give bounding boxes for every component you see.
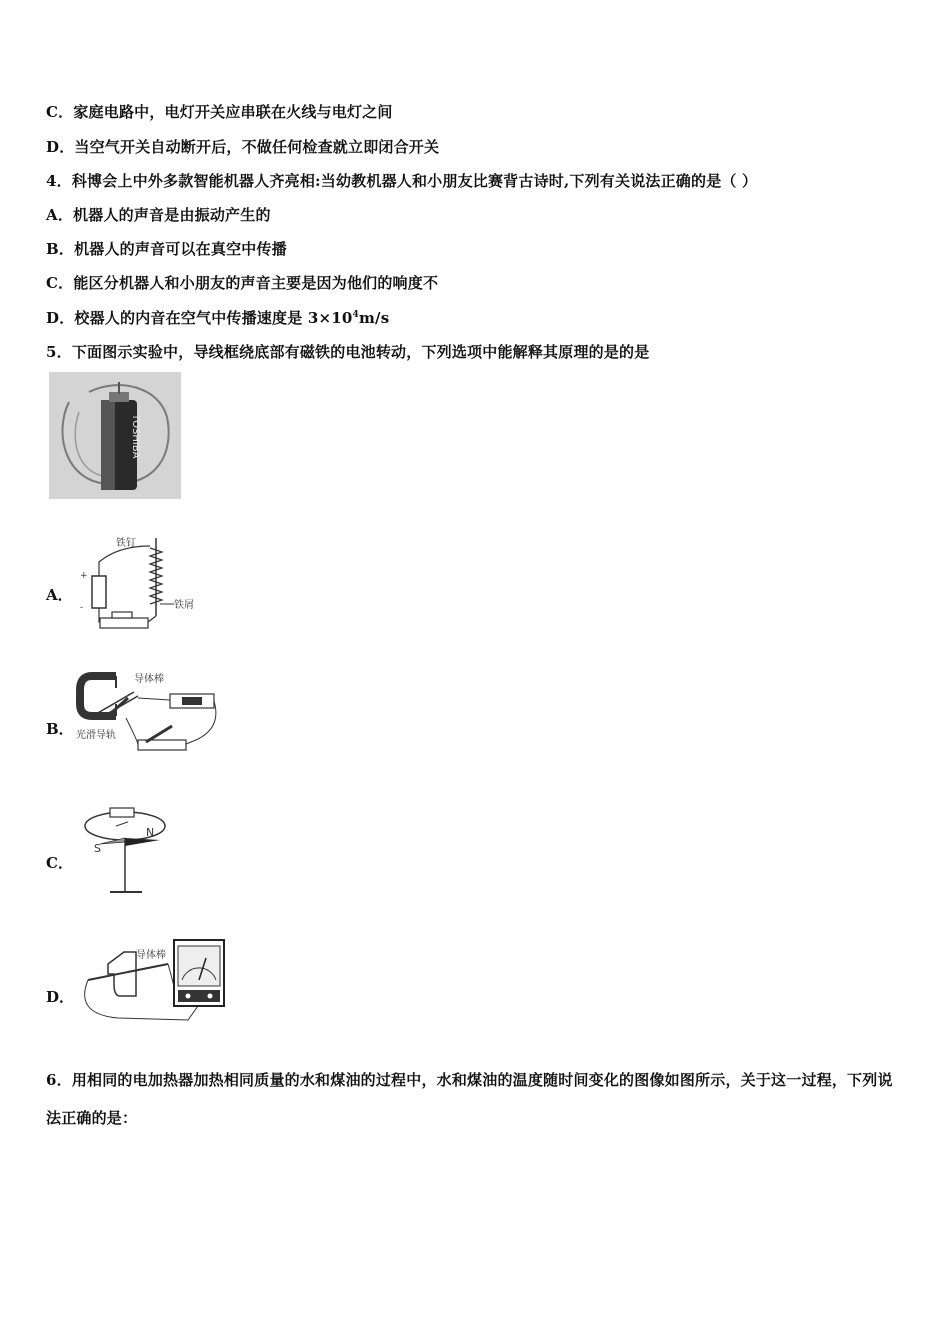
question-4: 4．科博会上中外多款智能机器人齐亮相:当幼教机器人和小朋友比赛背古诗时,下列有关说法正确的是（ ） (46, 172, 758, 190)
svg-text:+: + (80, 571, 88, 581)
b-conductor-rod-label: 导体棒 (134, 674, 164, 685)
q4-option-a: A．机器人的声音是由振动产生的 (46, 206, 271, 224)
question-5: 5．下面图示实验中，导线框绕底部有磁铁的电池转动，下列选项中能解释其原理的是的是 (46, 343, 650, 361)
question-6: 6．用相同的电加热器加热相同质量的水和煤油的过程中，水和煤油的温度随时间变化的图像如图所示，关于这一过程，下列说法正确的是： (46, 1071, 893, 1127)
electromagnet-diagram (78, 534, 208, 634)
a-iron-nail-label: 铁钉 (116, 538, 136, 549)
q4-option-b: B．机器人的声音可以在真空中传播 (46, 240, 287, 258)
q4-option-d-text: D．校器人的内音在空气中传播速度是 3×10 (46, 309, 353, 327)
q5-option-c-label: C． (46, 854, 73, 872)
q4-option-d (46, 307, 389, 328)
q4-option-d-unit: m/s (358, 309, 390, 327)
b-smooth-rail-label: 光滑导轨 (76, 730, 116, 741)
q5-option-a-figure (78, 534, 208, 634)
q5-option-d-figure (78, 934, 228, 1030)
q5-option-d-label: D． (46, 988, 75, 1006)
c-north-pole-label: N (146, 826, 155, 839)
galvanometer-diagram (78, 934, 228, 1030)
q5-option-a-label: A． (46, 586, 73, 604)
a-iron-filings-label: 铁屑 (174, 600, 194, 611)
battery-photo (49, 372, 181, 499)
option-c-previous: C．家庭电路中，电灯开关应串联在火线与电灯之间 (46, 103, 393, 121)
battery-illustration (49, 372, 181, 499)
option-d-previous: D．当空气开关自动断开后，不做任何检查就立即闭合开关 (46, 138, 440, 156)
q4-option-d-exponent: 4 (352, 310, 359, 320)
q5-option-b-label: B． (46, 720, 74, 738)
q5-option-c-figure (80, 800, 170, 900)
c-south-pole-label: S (94, 842, 101, 855)
compass-coil-diagram (80, 800, 170, 900)
conductor-rail-diagram (76, 668, 224, 764)
battery-brand-label: TOSHIBA (130, 414, 141, 459)
svg-text:-: - (80, 603, 84, 613)
q5-option-b-figure (76, 668, 224, 764)
d-conductor-rod-label: 导体棒 (136, 950, 166, 961)
q4-option-c: C．能区分机器人和小朋友的声音主要是因为他们的响度不 (46, 274, 439, 292)
